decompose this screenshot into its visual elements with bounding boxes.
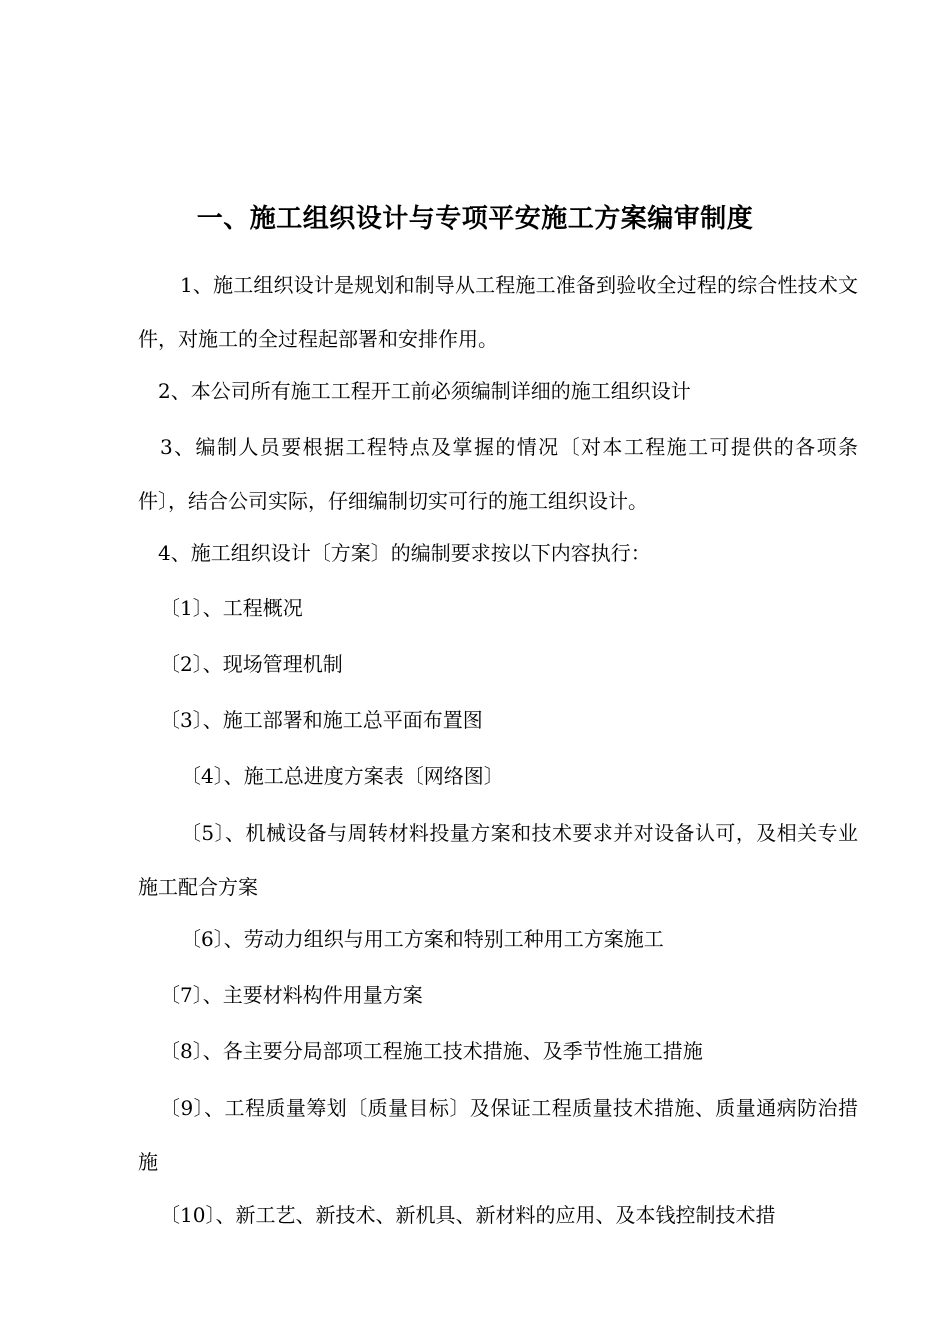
list-item-2: 〔2〕、现场管理机制 <box>160 652 343 676</box>
document-title: 一、施工组织设计与专项平安施工方案编审制度 <box>196 204 754 234</box>
list-item-8: 〔8〕、各主要分局部项工程施工技术措施、及季节性施工措施 <box>160 1039 703 1063</box>
list-item-1: 〔1〕、工程概况 <box>160 596 303 620</box>
list-item-6: 〔6〕、劳动力组织与用工方案和特别工种用工方案施工 <box>181 927 664 951</box>
list-item-4: 〔4〕、施工总进度方案表〔网络图〕 <box>181 764 504 788</box>
paragraph-3: 3、编制人员要根据工程特点及掌握的情况〔对本工程施工可提供的各项条件〕，结合公司实际，仔细编制切实可行的施工组织设计。 <box>138 435 858 513</box>
list-item-7: 〔7〕、主要材料构件用量方案 <box>160 983 423 1007</box>
paragraph-1: 1、施工组织设计是规划和制导从工程施工准备到验收全过程的综合性技术文件，对施工的全过程起部署和安排作用。 <box>138 273 858 351</box>
list-item-10: 〔10〕、新工艺、新技术、新机具、新材料的应用、及本钱控制技术措 <box>160 1203 776 1227</box>
list-item-3: 〔3〕、施工部署和施工总平面布置图 <box>160 708 483 732</box>
paragraph-4: 4、施工组织设计〔方案〕的编制要求按以下内容执行： <box>158 541 651 565</box>
paragraph-2: 2、本公司所有施工工程开工前必须编制详细的施工组织设计 <box>158 379 691 403</box>
list-item-5: 〔5〕、机械设备与周转材料投量方案和技术要求并对设备认可，及相关专业施工配合方案 <box>138 821 858 899</box>
list-item-9: 〔9〕、工程质量筹划〔质量目标〕及保证工程质量技术措施、质量通病防治措施 <box>138 1096 858 1174</box>
